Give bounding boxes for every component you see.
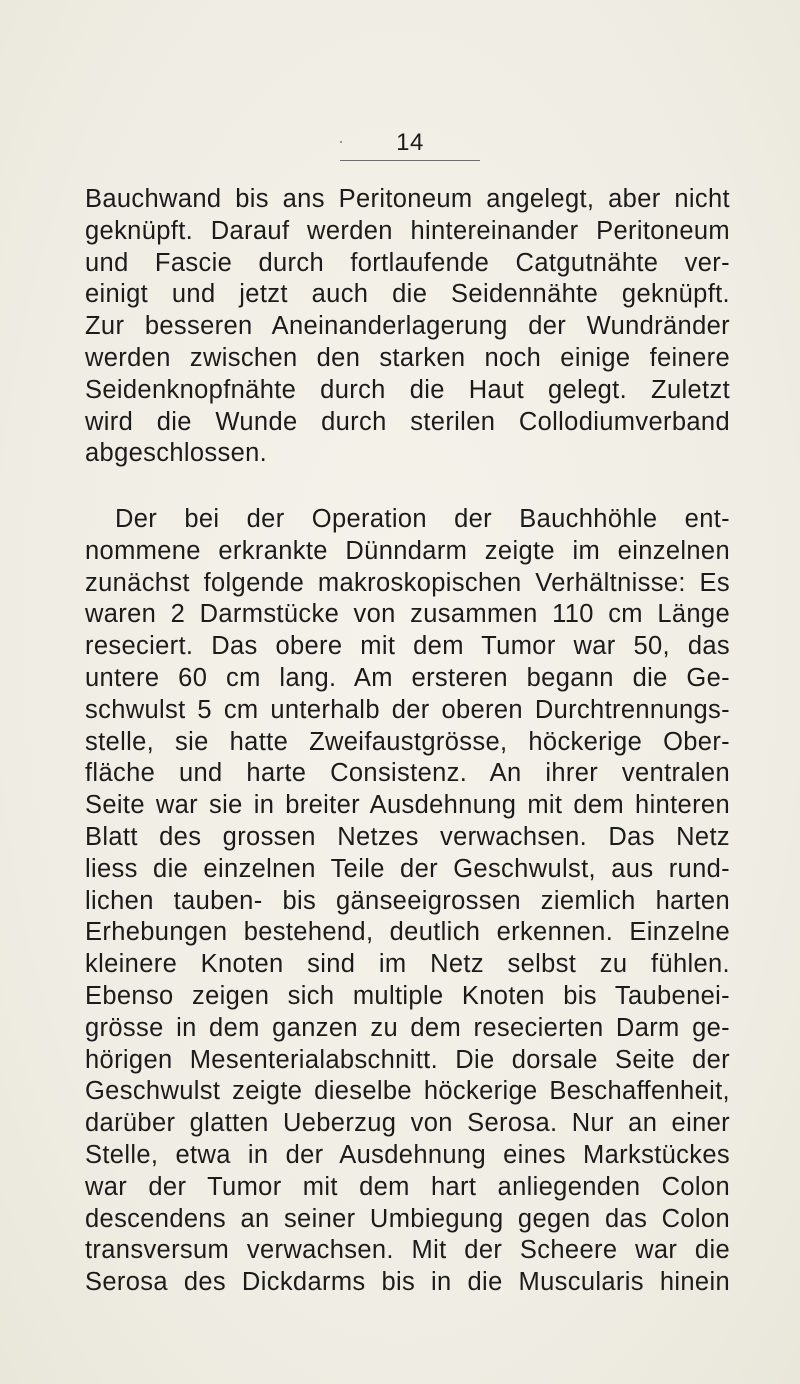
text-line: Zur besseren Aneinanderlagerung der Wundränder bbox=[85, 312, 730, 341]
header-rule bbox=[340, 160, 480, 161]
text-line: grösse in dem ganzen zu dem resecierten Darm ge- bbox=[85, 1013, 730, 1042]
text-line: Seidenknopfnähte durch die Haut gelegt. Zuletzt bbox=[85, 375, 730, 404]
text-line: geknüpft. Darauf werden hintereinander Peritoneum bbox=[85, 216, 730, 245]
paragraph-1 bbox=[85, 184, 730, 470]
text-line: stelle, sie hatte Zweifaustgrösse, höckerige Ober- bbox=[85, 727, 730, 756]
text-line: abgeschlossen. bbox=[85, 439, 268, 468]
text-line: hörigen Mesenterialabschnitt. Die dorsale Seite der bbox=[85, 1045, 730, 1074]
text-line: kleinere Knoten sind im Netz selbst zu fühlen. bbox=[85, 950, 730, 979]
text-line: Der bei der Operation der Bauchhöhle ent- bbox=[115, 505, 730, 533]
text-line: Erhebungen bestehend, deutlich erkennen. Einzelne bbox=[85, 918, 730, 947]
page-number: 14 bbox=[396, 129, 424, 156]
text-line: zunächst folgende makroskopischen Verhältnisse: Es bbox=[85, 568, 730, 597]
text-line: fläche und harte Consistenz. An ihrer ventralen bbox=[85, 759, 730, 788]
text-line: Bauchwand bis ans Peritoneum angelegt, aber nicht bbox=[85, 185, 730, 213]
text-line: Ebenso zeigen sich multiple Knoten bis Taubenei- bbox=[85, 981, 730, 1010]
text-line: Stelle, etwa in der Ausdehnung eines Markstückes bbox=[85, 1140, 730, 1169]
text-line: wird die Wunde durch sterilen Collodiumverband bbox=[85, 407, 730, 436]
text-line: Geschwulst zeigte dieselbe höckerige Beschaffenheit, bbox=[85, 1077, 730, 1106]
text-line: lichen tauben- bis gänseeigrossen ziemlich harten bbox=[85, 886, 730, 915]
text-line: transversum verwachsen. Mit der Scheere war die bbox=[85, 1236, 730, 1265]
text-line: schwulst 5 cm unterhalb der oberen Durchtrennungs- bbox=[85, 695, 730, 724]
text-line: war der Tumor mit dem hart anliegenden Colon bbox=[85, 1172, 730, 1201]
text-line: reseciert. Das obere mit dem Tumor war 50, das bbox=[85, 632, 730, 661]
text-line: nommene erkrankte Dünndarm zeigte im einzelnen bbox=[85, 536, 730, 565]
text-line: untere 60 cm lang. Am ersteren begann die Ge- bbox=[85, 663, 730, 692]
text-line: einigt und jetzt auch die Seidennähte geknüpft. bbox=[85, 280, 730, 309]
text-line: liess die einzelnen Teile der Geschwulst, aus rund- bbox=[85, 854, 730, 883]
text-line: Serosa des Dickdarms bis in die Muscularis hinein bbox=[85, 1268, 730, 1297]
text-line: Blatt des grossen Netzes verwachsen. Das Netz bbox=[85, 822, 730, 851]
paragraph-2 bbox=[85, 504, 730, 1299]
text-line: waren 2 Darmstücke von zusammen 110 cm Länge bbox=[85, 600, 730, 629]
text-line: werden zwischen den starken noch einige feinere bbox=[85, 343, 730, 372]
text-line: Seite war sie in breiter Ausdehnung mit dem hinteren bbox=[85, 791, 730, 820]
text-line: darüber glatten Ueberzug von Serosa. Nur an einer bbox=[85, 1109, 730, 1138]
text-line: und Fascie durch fortlaufende Catgutnähte ver- bbox=[85, 248, 730, 277]
text-line: descendens an seiner Umbiegung gegen das Colon bbox=[85, 1204, 730, 1233]
